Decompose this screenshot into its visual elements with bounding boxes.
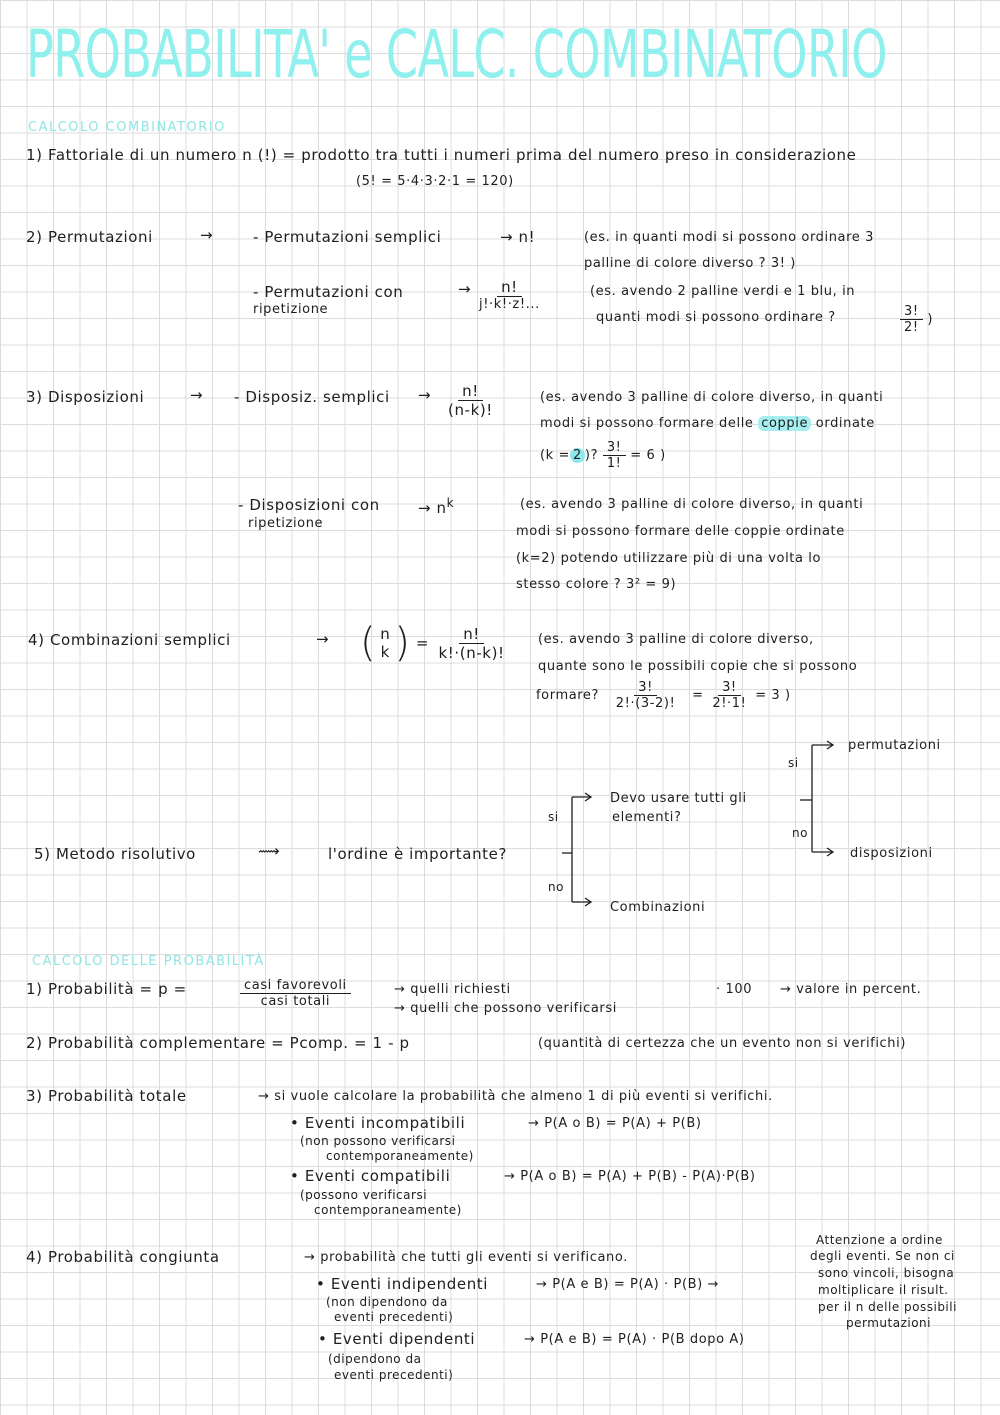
result-combinations: Combinazioni bbox=[610, 900, 706, 915]
probability-label: 1) Probabilità = p = bbox=[26, 980, 187, 998]
use-all-question-line2: elementi? bbox=[612, 810, 682, 825]
combinations-example-line1: (es. avendo 3 palline di colore diverso, bbox=[538, 632, 814, 647]
arrow-icon: → bbox=[200, 226, 214, 244]
dispositions-repetition-label-2: ripetizione bbox=[248, 516, 324, 531]
incompatible-events-formula: → P(A o B) = P(A) + P(B) bbox=[528, 1116, 702, 1131]
dispositions-label: 3) Disposizioni bbox=[26, 388, 145, 406]
times-100: · 100 bbox=[716, 982, 753, 997]
formula-exponent: k bbox=[446, 496, 455, 510]
independent-events-label: • Eventi indipendenti bbox=[316, 1275, 489, 1293]
joint-probability-label: 4) Probabilità congiunta bbox=[26, 1248, 220, 1266]
branch-yes-2: si bbox=[788, 756, 799, 770]
closing-paren: ) bbox=[927, 312, 934, 327]
simple-permutations-label: - Permutazioni semplici bbox=[253, 228, 442, 246]
fraction-numerator: 3! bbox=[900, 304, 923, 320]
independent-events-formula: → P(A e B) = P(A) · P(B) → bbox=[536, 1277, 720, 1292]
permutations-repetition-label-2: ripetizione bbox=[253, 302, 329, 317]
fraction-numerator: 3! bbox=[634, 680, 657, 696]
use-all-question-line1: Devo usare tutti gli bbox=[610, 791, 747, 806]
fraction-denominator: k!·(n-k)! bbox=[438, 643, 505, 662]
example-text: = 6 ) bbox=[630, 448, 666, 463]
independent-events-note-1: (non dipendono da bbox=[326, 1295, 448, 1309]
fraction-numerator: n! bbox=[459, 625, 484, 644]
incompatible-events-note-1: (non possono verificarsi bbox=[300, 1134, 456, 1148]
highlighted-word: coppie bbox=[758, 416, 811, 431]
permutations-repetition-example-line1: (es. avendo 2 palline verdi e 1 blu, in bbox=[590, 284, 856, 299]
wave-arrow-icon: ⟿ bbox=[258, 842, 281, 860]
branch-no-2: no bbox=[792, 826, 808, 840]
dispositions-repetition-example-line2: modi si possono formare delle coppie ordinate bbox=[516, 524, 845, 539]
compatible-events-note-2: contemporaneamente) bbox=[314, 1203, 462, 1217]
side-note-line-3: sono vincoli, bisogna bbox=[818, 1266, 955, 1280]
arrow-icon: → bbox=[316, 630, 330, 648]
compatible-events-label: • Eventi compatibili bbox=[290, 1167, 451, 1185]
page-title: PROBABILITA' e CALC. COMBINATORIO bbox=[26, 16, 887, 93]
percent-value-note: → valore in percent. bbox=[780, 982, 922, 997]
total-probability-description: → si vuole calcolare la probabilità che almeno 1 di più eventi si verifichi. bbox=[258, 1089, 773, 1104]
example-text: = 3 ) bbox=[755, 688, 791, 703]
probability-fraction bbox=[240, 978, 351, 1009]
side-note-line-4: moltiplicare il risult. bbox=[818, 1283, 949, 1297]
fraction-numerator: casi favorevoli bbox=[240, 978, 351, 994]
dispositions-repetition-example-line3: (k=2) potendo utilizzare più di una volta lo bbox=[516, 551, 822, 566]
dispositions-repetition-example-line1: (es. avendo 3 palline di colore diverso, in quanti bbox=[520, 497, 864, 512]
simple-dispositions-label: - Disposiz. semplici bbox=[234, 388, 390, 406]
factorial-definition: 1) Fattoriale di un numero n (!) = prodotto tra tutti i numeri prima del numero preso in considerazione bbox=[26, 146, 857, 164]
factorial-example: (5! = 5·4·3·2·1 = 120) bbox=[356, 174, 514, 189]
example-text: )? bbox=[584, 448, 599, 463]
incompatible-events-note-2: contemporaneamente) bbox=[326, 1149, 474, 1163]
combinations-example-line2: quante sono le possibili copie che si possono bbox=[538, 659, 858, 674]
order-question: l'ordine è importante? bbox=[328, 845, 508, 863]
fraction-denominator: 2! bbox=[904, 320, 919, 335]
fraction-numerator: 3! bbox=[718, 680, 741, 696]
simple-permutations-example-line2: palline di colore diverso ? 3! ) bbox=[584, 256, 796, 271]
paren-right: ) bbox=[394, 620, 411, 666]
result-permutations: permutazioni bbox=[848, 738, 941, 753]
section-heading-probability: CALCOLO DELLE PROBABILITÀ bbox=[32, 954, 265, 969]
side-note-line-5: per il n delle possibili bbox=[818, 1300, 957, 1314]
dependent-events-label: • Eventi dipendenti bbox=[318, 1330, 476, 1348]
section-heading-combinatorio: CALCOLO COMBINATORIO bbox=[28, 120, 226, 135]
arrow-icon: → bbox=[418, 386, 432, 404]
side-note-line-1: Attenzione a ordine bbox=[816, 1233, 943, 1247]
result-dispositions: disposizioni bbox=[850, 846, 933, 861]
combinations-label: 4) Combinazioni semplici bbox=[28, 631, 231, 649]
complementary-probability-note: (quantità di certezza che un evento non si verifichi) bbox=[538, 1036, 907, 1051]
permutations-repetition-example-line2: quanti modi si possono ordinare ? bbox=[596, 310, 836, 325]
total-probability-label: 3) Probabilità totale bbox=[26, 1087, 187, 1105]
fraction-denominator: 2!·(3-2)! bbox=[615, 696, 676, 711]
simple-permutations-formula: → n! bbox=[500, 228, 536, 246]
total-cases-note: → quelli che possono verificarsi bbox=[394, 1001, 617, 1016]
fraction-denominator: 1! bbox=[606, 456, 622, 471]
permutations-repetition-label: - Permutazioni con bbox=[253, 283, 404, 301]
example-text: formare? bbox=[536, 688, 600, 703]
side-note-line-6: permutazioni bbox=[846, 1316, 931, 1330]
fraction-denominator: (n-k)! bbox=[448, 401, 493, 419]
binomial-top: n bbox=[380, 625, 391, 643]
fraction-denominator: 2!·1! bbox=[712, 696, 747, 711]
compatible-events-note-1: (possono verificarsi bbox=[300, 1188, 428, 1202]
binomial-bottom: k bbox=[380, 643, 390, 661]
formula-base: → n bbox=[418, 499, 447, 517]
arrow-icon: → bbox=[190, 386, 204, 404]
incompatible-events-label: • Eventi incompatibili bbox=[290, 1114, 466, 1132]
simple-dispositions-example-line1: (es. avendo 3 palline di colore diverso, in quanti bbox=[540, 390, 884, 405]
fraction-numerator: n! bbox=[458, 382, 483, 401]
dispositions-repetition-label: - Disposizioni con bbox=[238, 496, 380, 514]
dependent-events-note-1: (dipendono da bbox=[328, 1352, 422, 1366]
highlighted-number: 2 bbox=[570, 448, 585, 463]
fraction-numerator: 3! bbox=[603, 440, 626, 456]
combinations-example-line3: formare? $\frac{3!}{2!\cdot(3-2)!}$ = $\frac{3!}{2!\cdot 1!}$ = 3 ) bbox=[536, 680, 791, 711]
example-text: ordinate bbox=[815, 416, 875, 431]
solving-method-label: 5) Metodo risolutivo bbox=[34, 845, 196, 863]
joint-probability-description: → probabilità che tutti gli eventi si verificano. bbox=[304, 1250, 628, 1265]
dependent-events-note-2: eventi precedenti) bbox=[334, 1368, 454, 1382]
fraction-denominator: casi totali bbox=[260, 994, 331, 1009]
fraction-numerator: n! bbox=[497, 278, 522, 297]
example-text: modi si possono formare delle bbox=[540, 416, 754, 431]
simple-permutations-example-line1: (es. in quanti modi si possono ordinare 3 bbox=[584, 230, 874, 245]
fraction-denominator: j!·k!·z!... bbox=[479, 297, 540, 312]
complementary-probability: 2) Probabilità complementare = Pcomp. = 1 - p bbox=[26, 1034, 410, 1052]
permutations-label: 2) Permutazioni bbox=[26, 228, 153, 246]
side-note-line-2: degli eventi. Se non ci bbox=[810, 1249, 955, 1263]
dispositions-repetition-example-line4: stesso colore ? 3² = 9) bbox=[516, 577, 677, 592]
branch-yes: si bbox=[548, 810, 559, 824]
example-text: (k = bbox=[540, 448, 571, 463]
independent-events-note-2: eventi precedenti) bbox=[334, 1310, 454, 1324]
compatible-events-formula: → P(A o B) = P(A) + P(B) - P(A)·P(B) bbox=[504, 1169, 756, 1184]
arrow-icon: → bbox=[458, 280, 472, 298]
binomial-coefficient: ( n k ) = $\frac{n!}{k!\cdot(n-k)!}$ bbox=[360, 620, 509, 666]
branch-no: no bbox=[548, 880, 564, 894]
dependent-events-formula: → P(A e B) = P(A) · P(B dopo A) bbox=[524, 1332, 745, 1347]
paren-left: ( bbox=[360, 620, 377, 666]
favorable-cases-note: → quelli richiesti bbox=[394, 982, 511, 997]
